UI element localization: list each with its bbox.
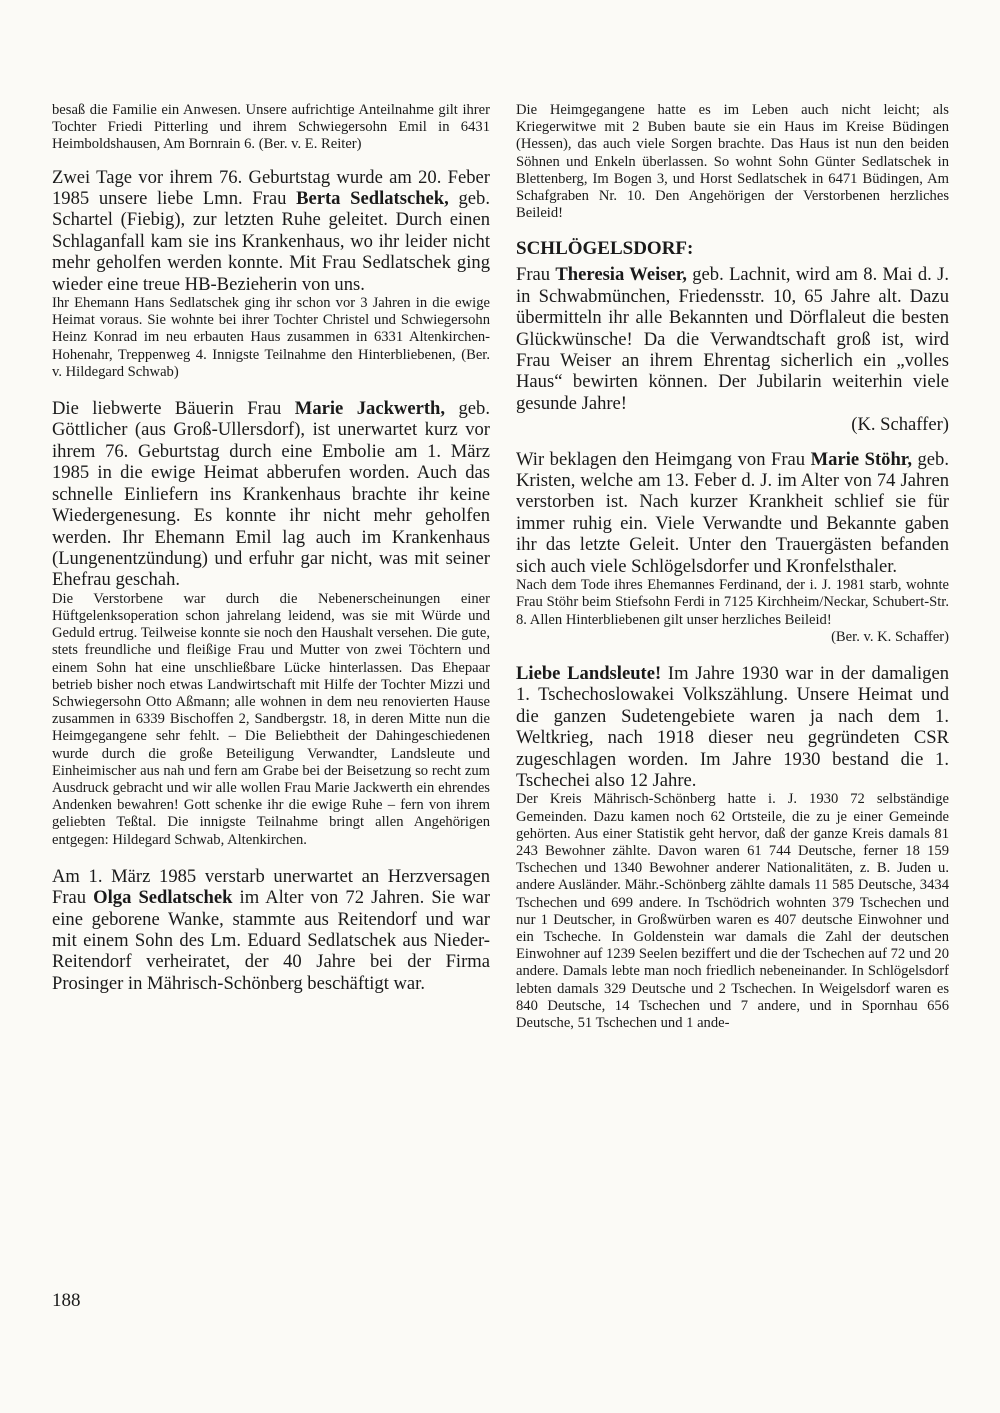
signature-ber-schaffer: (Ber. v. K. Schaffer) xyxy=(831,628,949,645)
person-name: Theresia Weiser, xyxy=(555,264,687,286)
obituary-berta-sedlatschek: Zwei Tage vor ihrem 76. Geburtstag wurde am 20. Feber 1985 unsere liebe Lmn. Frau Berta Sedlatschek, geb. Schartel (Fiebig), zur letzten Ruhe geleitet. Durch einen Schlaganfall kam sie ins Krankenhaus, wo ihr leider nicht mehr geholfen werden konnte. Mit Frau Sedlatschek ging wieder eine treue HB-Bezieherin von uns. xyxy=(52,166,490,295)
article-census-body: Der Kreis Mährisch-Schönberg hatte i. J. 1930 72 selbständige Gemeinden. Dazu kamen noch 62 Ortsteile, die zu je einer Gemeinde gehörten. Aus einer Statistik geht hervor, daß der ganze Kreis damals 81 243 Bewohner zählte. Davon waren 61 744 Deutsche, ferner 18 159 Tschechen und 1340 Bewohner anderer Nationalitäten, z. B. Juden u. andere Ausländer. Mähr.-Schönberg zählte damals 11 585 Deutsche, 3434 Tschechen und 699 andere. In Tschödrich wohnten 379 Tschechen und nur 1 Deutscher, in Großwürben waren es 407 deutsche Einwohner und ein Tscheche. In Goldenstein war damals die Zahl der deutschen Einwohner auf 1239 Seelen beziffert und die der Tschechen auf 72 und 20 andere. Damals lebte man noch friedlich nebeneinander. In Schlögelsdorf lebten damals 329 Deutsche und 2 Tschechen. In Weigelsdorf waren es 840 Deutsche, 14 Tschechen und 7 andere, und in Spornhau 656 Deutsche, 51 Tschechen und 1 ande- xyxy=(516,791,949,1031)
person-name: Marie Stöhr, xyxy=(810,448,912,470)
obituary-olga-details: Die Heimgegangene hatte es im Leben auch nicht leicht; als Kriegerwitwe mit 2 Buben baute sie ein Haus im Kreise Büdingen (Hessen), das auch viele Sorgen brachte. Das Haus ist nun den beiden Söhnen und Enkeln überlassen. So wohnt Sohn Günter Sedlatschek in Blettenberg, Im Bogen 3, und Horst Sedlatschek in 6471 Büdingen, Am Schafgraben Nr. 10. Den Angehörigen der Verstorbenen herzliches Beileid! xyxy=(516,102,949,222)
person-name: Olga Sedlatschek xyxy=(93,887,233,909)
person-name: Berta Sedlatschek, xyxy=(296,188,449,210)
article-census-intro: Liebe Landsleute! Im Jahre 1930 war in der damaligen 1. Tschechoslowakei Volkszählung. Unsere Heimat und die ganzen Sudetengebiete waren ja nach dem 1. Weltkrieg, nach 1918 dieser neu gegründeten CSR zugeschlagen worden. Im Jahre 1930 bestand die 1. Tschechei also 12 Jahre. xyxy=(516,662,950,791)
birthday-theresia-weiser: Frau Theresia Weiser, geb. Lachnit, wird am 8. Mai d. J. in Schwabmünchen, Friedensstr. 10, 65 Jahre alt. Dazu übermitteln ihr alle Bekannten und Dörflaleut die besten Glückwünsche! Da die Verwandtschaft groß ist, wird Frau Weiser an ihrem Ehrentag sicherlich ein „volles Haus“ bewirten können. Der Jubilarin weiterhin viele gesunde Jahre! xyxy=(516,264,949,414)
obituary-marie-jackwerth-details: Die Verstorbene war durch die Nebenerscheinungen einer Hüftgelenksoperation schon jahrelang leidend, was sie mit Würde und Geduld ertrug. Teilweise konnte sie noch den Haushalt versehen. Die gute, stets freundliche und fleißige Frau und Mutter von zwei Töchtern und einem Sohn hat eine unschließbare Lücke hinterlassen. Das Ehepaar betrieb bisher noch etwas Landwirtschaft mit Hilfe der Tochter Mizzi und Schwiegersohn Otto Aßmann; alle wohnen in dem neu renovierten Hause zusammen in 6339 Bischoffen 2, Sandbergstr. 18, in deren Mitte nun die Heimgegangene sehr fehlt. – Die Beliebtheit der Dahingeschiedenen wurde durch die große Beteiligung Verwandter, Landsleute und Einheimischer aus nah und fern am Grabe bei der Beisetzung so recht zum Ausdruck gebracht und wir alle wollen Frau Marie Jackwerth ein ehrendes Andenken bewahren! Gott schenke ihr die ewige Ruhe – fern von ihrem geliebten Teßtal. Die innigste Teilnahme bringt allen Angehörigen entgegen: Hildegard Schwab, Altenkirchen. xyxy=(52,590,490,848)
obituary-marie-jackwerth: Die liebwerte Bäuerin Frau Marie Jackwerth, geb. Göttlicher (aus Groß-Ullersdorf), ist unerwartet kurz vor ihrem 76. Geburtstag durch eine Embolie am 1. März 1985 in die ewige Heimat abberufen worden. Auch das schnelle Einliefern ins Krankenhaus brachte ihr keine Wiedergenesung. Es konnte ihr nicht mehr geholfen werden. Ihr Ehemann Emil lag auch im Krankenhaus (Lungenentzündung) und erfuhr gar nicht, was mit seiner Ehefrau geschah. xyxy=(52,398,490,591)
obituary-marie-stoehr: Wir beklagen den Heimgang von Frau Marie Stöhr, geb. Kristen, welche am 13. Feber d. J. im Alter von 74 Jahren verstorben ist. Nach kurzer Krankheit schlief sie für immer ruhig ein. Viele Verwandte und Bekannte gaben ihr das letzte Geleit. Unter den Trauergästen befanden sich auch viele Schlögelsdorfer und Kronfelsthaler. xyxy=(516,448,949,577)
page-number: 188 xyxy=(52,1290,81,1311)
obituary-olga-sedlatschek: Am 1. März 1985 verstarb unerwartet an Herzversagen Frau Olga Sedlatschek im Alter von 72 Jahren. Sie war eine geborene Wanke, stammte aus Reitendorf und war mit einem Sohn des Lm. Eduard Sedlatschek aus Nieder-Reitendorf verheiratet, der 40 Jahre bei der Firma Prosinger in Mährisch-Schönberg beschäftigt war. xyxy=(52,865,491,994)
signature-schaffer: (K. Schaffer) xyxy=(851,414,949,436)
person-name: Marie Jackwerth, xyxy=(294,398,446,420)
obituary-berta-details: Ihr Ehemann Hans Sedlatschek ging ihr schon vor 3 Jahren in die ewige Heimat voraus. Sie wohnte bei ihrer Tochter Christel und Schwiegersohn Heinz Konrad im neu erbauten Haus zusammen in 6331 Altenkirchen-Hohenahr, Treppenweg 4. Innigste Teilnahme den Hinterbliebenen, (Ber. v. Hildegard Schwab) xyxy=(52,295,490,380)
article-continuation: besaß die Familie ein Anwesen. Unsere aufrichtige Anteilnahme gilt ihrer Tochter Friedi Pitterling und ihrem Schwiegersohn Emil in 6431 Heimboldshausen, Am Bornrain 6. (Ber. v. E. Reiter) xyxy=(52,102,490,153)
obituary-marie-stoehr-details: Nach dem Tode ihres Ehemannes Ferdinand, der i. J. 1981 starb, wohnte Frau Stöhr beim Stiefsohn Ferdi in 7125 Kirchheim/Neckar, Schubert-Str. 8. Allen Hinterbliebenen gilt unser herzliches Beileid! xyxy=(516,577,949,628)
left-column xyxy=(52,102,490,994)
article-lead: Liebe Landsleute! xyxy=(516,662,662,684)
right-column xyxy=(516,102,949,1032)
section-heading-schloegelsdorf: SCHLÖGELSDORF: xyxy=(516,238,694,260)
